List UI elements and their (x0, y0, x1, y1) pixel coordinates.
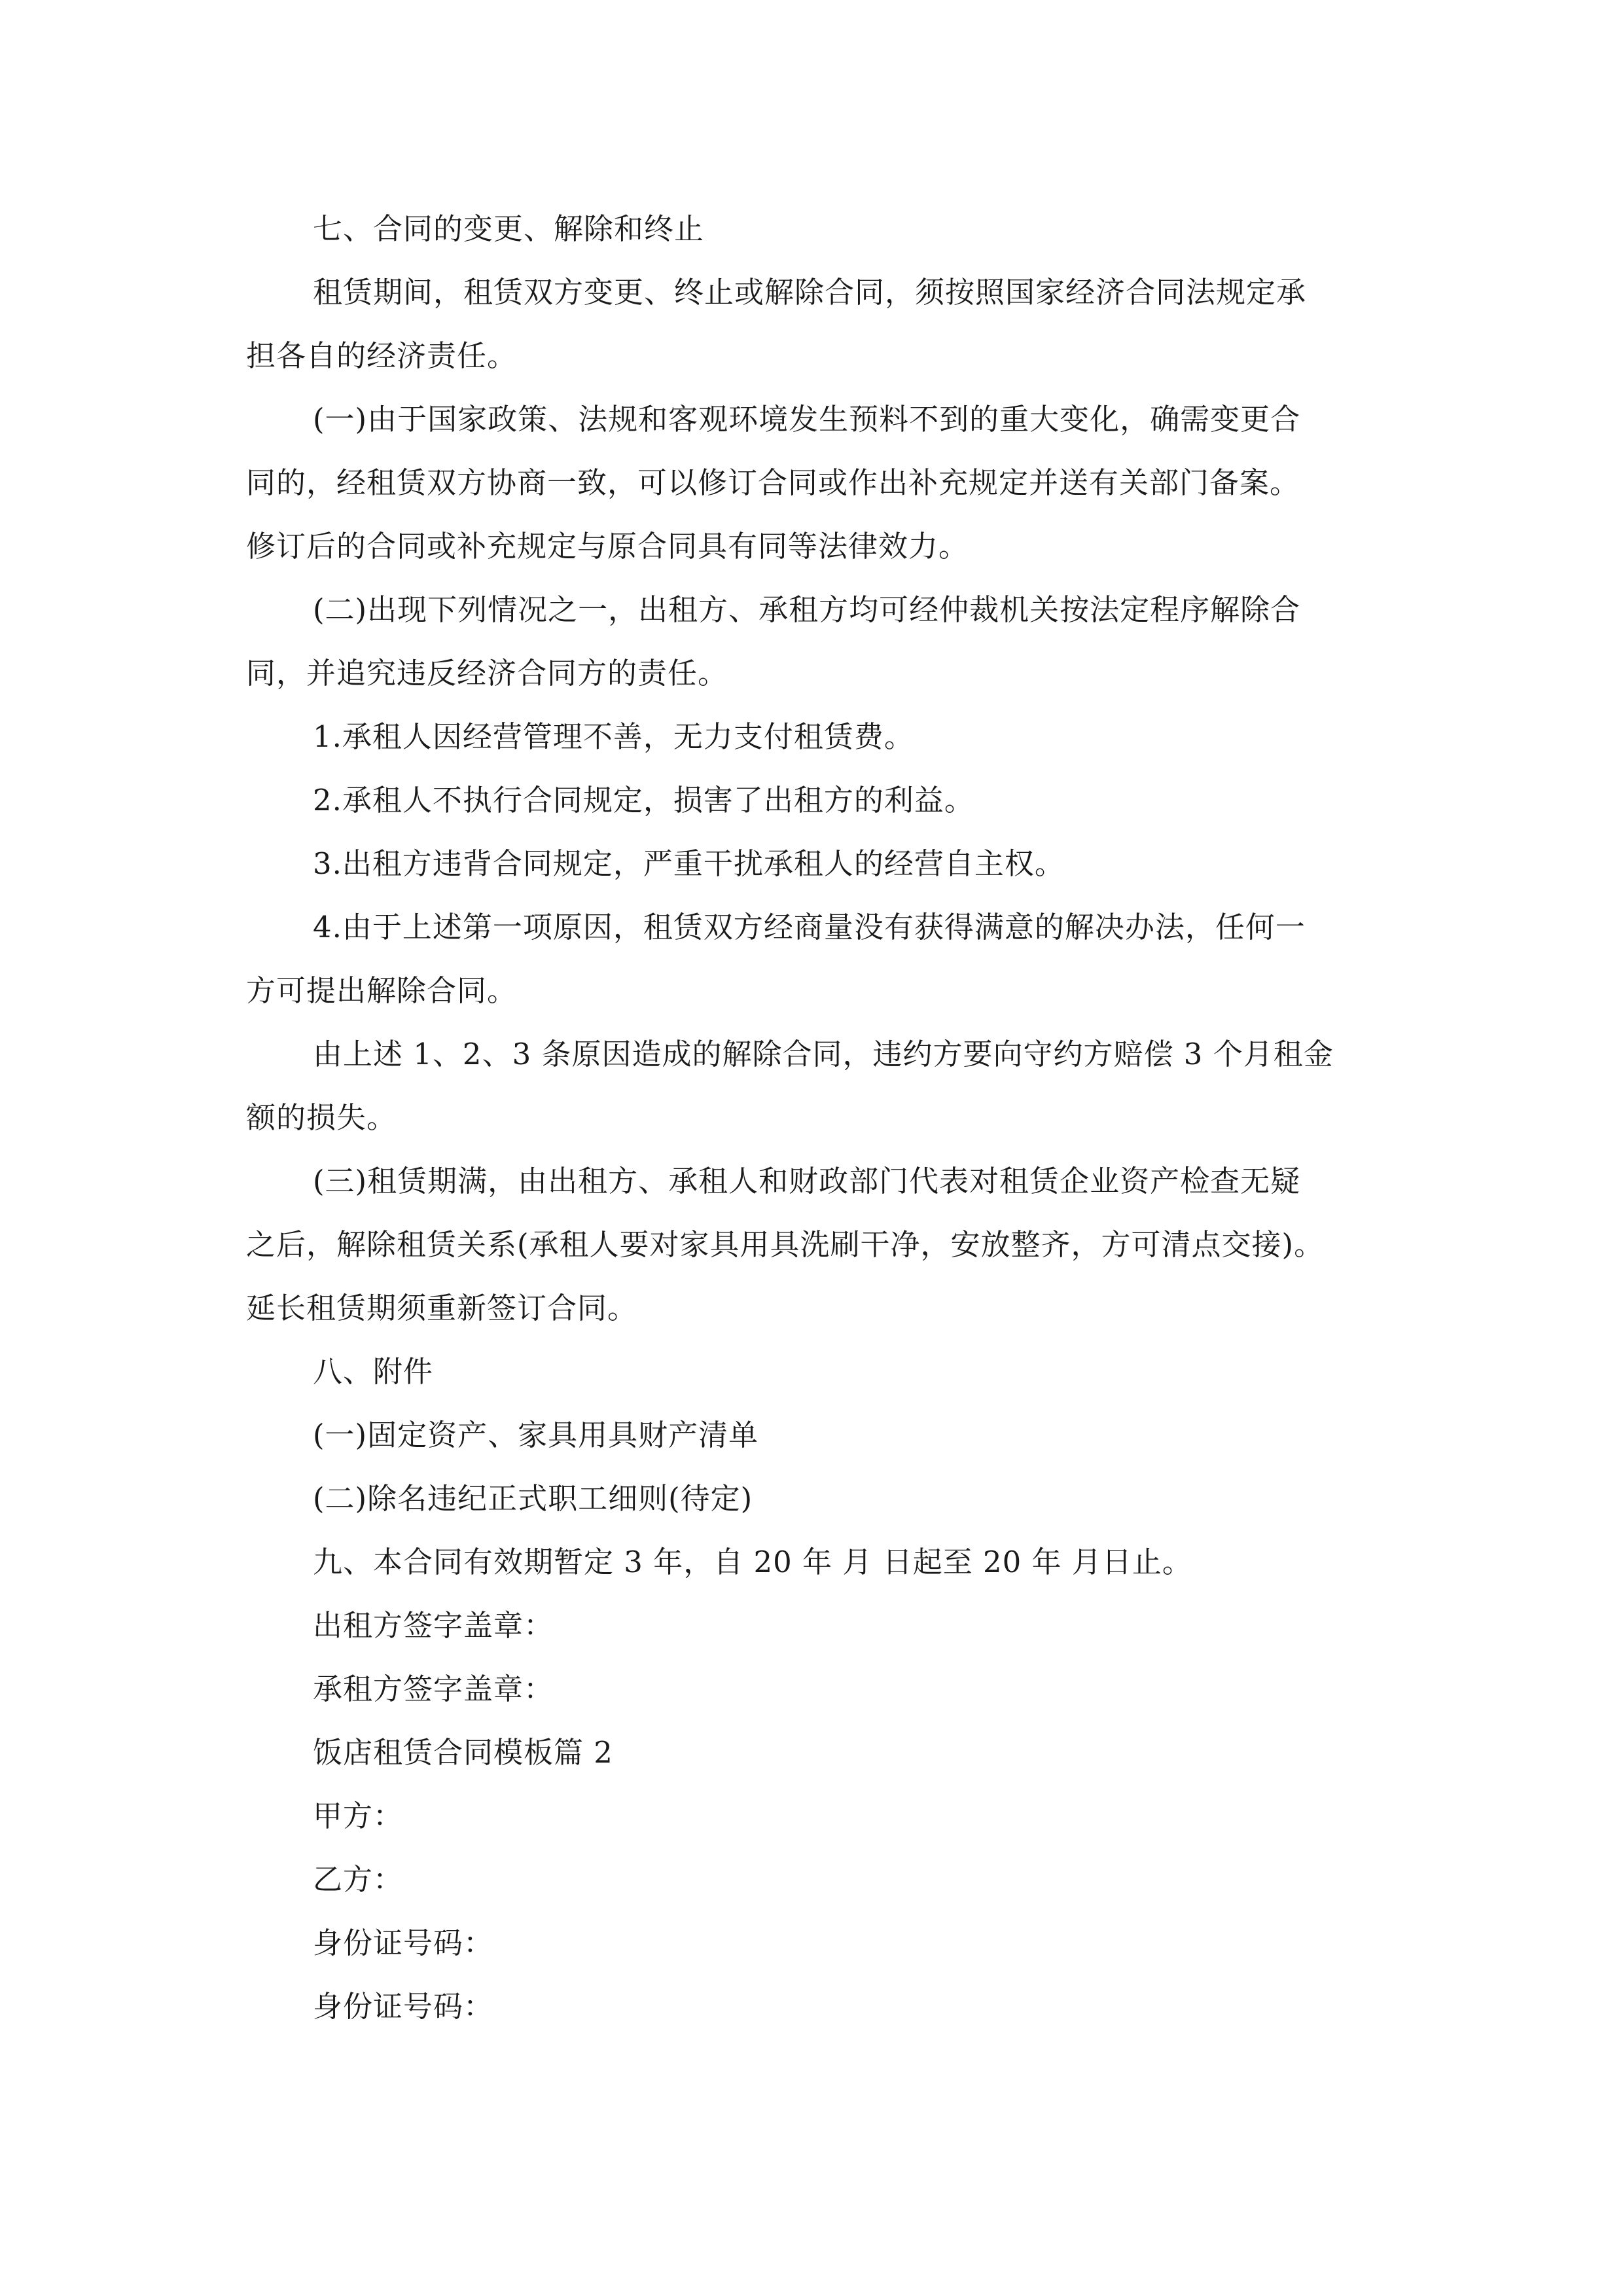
list-item: 3.出租方违背合同规定，严重干扰承租人的经营自主权。 (313, 846, 1065, 881)
paragraph-line: 之后，解除租赁关系(承租人要对家具用具洗刷干净，安放整齐，方可清点交接)。 (246, 1227, 1325, 1262)
id-number-field: 身份证号码： (313, 1926, 494, 1960)
party-b-field: 乙方： (313, 1862, 404, 1897)
paragraph-line: 担各自的经济责任。 (246, 338, 518, 373)
paragraph-line: (二)出现下列情况之一，出租方、承租方均可经仲裁机关按法定程序解除合 (313, 592, 1301, 627)
section-heading-8: 八、附件 (313, 1354, 434, 1389)
paragraph-line: 方可提出解除合同。 (246, 973, 518, 1008)
list-item: (二)除名违纪正式职工细则(待定) (313, 1481, 753, 1516)
section-heading-9: 九、本合同有效期暂定 3 年，自 20 年 月 日起至 20 年 月日止。 (313, 1545, 1192, 1579)
signature-line-lessee: 承租方签字盖章： (313, 1672, 554, 1706)
paragraph-line: 额的损失。 (246, 1100, 397, 1135)
paragraph-line: 修订后的合同或补充规定与原合同具有同等法律效力。 (246, 529, 969, 564)
paragraph-line: (一)由于国家政策、法规和客观环境发生预料不到的重大变化，确需变更合 (313, 402, 1301, 437)
paragraph-line: 同，并追究违反经济合同方的责任。 (246, 656, 728, 691)
paragraph-line: 同的，经租赁双方协商一致，可以修订合同或作出补充规定并送有关部门备案。 (246, 465, 1300, 500)
list-item: 1.承租人因经营管理不善，无力支付租赁费。 (313, 719, 914, 754)
paragraph-line: 由上述 1、2、3 条原因造成的解除合同，违约方要向守约方赔偿 3 个月租金 (313, 1037, 1334, 1071)
list-item: 4.由于上述第一项原因，租赁双方经商量没有获得满意的解决办法，任何一 (313, 910, 1306, 944)
section-heading-7: 七、合同的变更、解除和终止 (313, 211, 705, 246)
signature-line-lessor: 出租方签字盖章： (313, 1608, 554, 1643)
paragraph-line: 延长租赁期须重新签订合同。 (246, 1291, 638, 1325)
document-title-part-2: 饭店租赁合同模板篇 2 (313, 1735, 613, 1770)
party-a-field: 甲方： (313, 1799, 404, 1833)
id-number-field: 身份证号码： (313, 1989, 494, 2024)
paragraph-line: (三)租赁期满，由出租方、承租人和财政部门代表对租赁企业资产检查无疑 (313, 1164, 1301, 1198)
list-item: 2.承租人不执行合同规定，损害了出租方的利益。 (313, 783, 974, 817)
paragraph-line: 租赁期间，租赁双方变更、终止或解除合同，须按照国家经济合同法规定承 (313, 275, 1307, 310)
list-item: (一)固定资产、家具用具财产清单 (313, 1418, 759, 1452)
